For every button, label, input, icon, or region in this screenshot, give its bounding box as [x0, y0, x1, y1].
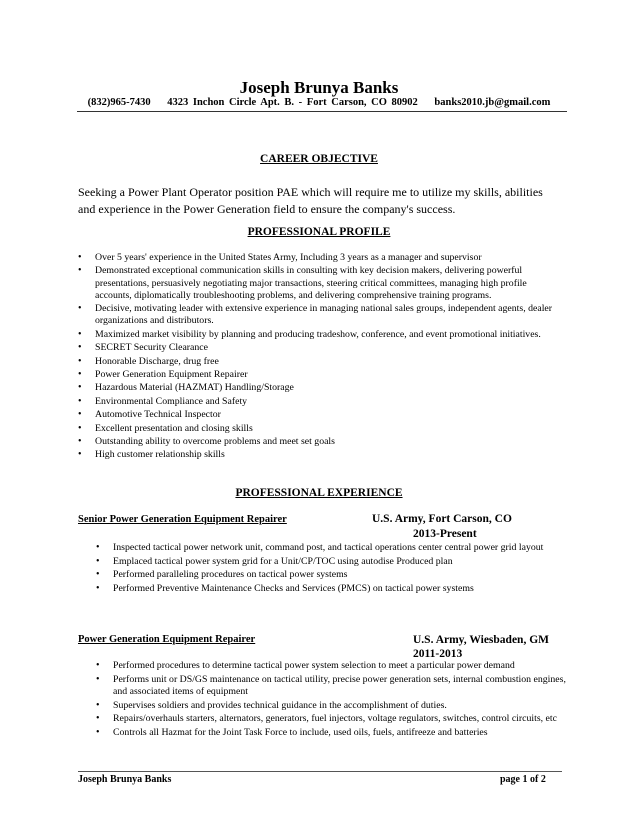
- job-duties-list: [96, 542, 566, 597]
- footer-divider: [78, 771, 562, 772]
- career-objective-heading: CAREER OBJECTIVE: [260, 153, 378, 165]
- list-item: • Over 5 years' experience in the United States Army, Including 3 years as a manager and supervisor: [78, 252, 558, 264]
- list-item: • Honorable Discharge, drug free: [78, 356, 558, 368]
- list-item: • Performs unit or DS/GS maintenance on tactical utility, precise power generation sets, internal combustion engines, and associated items of equipment: [96, 674, 566, 698]
- list-item: • Hazardous Material (HAZMAT) Handling/Storage: [78, 382, 558, 394]
- list-item: • SECRET Security Clearance: [78, 342, 558, 354]
- list-item: • Performed Preventive Maintenance Checks and Services (PMCS) on tactical power systems: [96, 583, 566, 595]
- list-item: • Automotive Technical Inspector: [78, 409, 558, 421]
- job-organization: U.S. Army, Wiesbaden, GM: [413, 634, 549, 646]
- list-item: • Supervises soldiers and provides technical guidance in the accomplishment of duties.: [96, 700, 566, 712]
- list-item: • Environmental Compliance and Safety: [78, 396, 558, 408]
- footer-name: Joseph Brunya Banks: [78, 774, 172, 785]
- candidate-name: Joseph Brunya Banks: [239, 78, 399, 97]
- list-item: • Demonstrated exceptional communication skills in consulting with key decision makers, delivering powerful presentations, persuasively negotiating major transactions, steering critical committees, managing high profile accounts, diplomatically troubleshooting problems, and delivering comprehensive training programs.: [78, 265, 558, 302]
- header-divider: [77, 111, 567, 112]
- list-item: • Power Generation Equipment Repairer: [78, 369, 558, 381]
- list-item: • High customer relationship skills: [78, 449, 558, 461]
- list-item: • Controls all Hazmat for the Joint Task Force to include, used oils, fuels, antifreeze and batteries: [96, 727, 566, 739]
- job-dates: 2013-Present: [413, 528, 477, 540]
- job-organization: U.S. Army, Fort Carson, CO: [372, 513, 512, 525]
- street-address: 4323 Inchon Circle Apt. B. - Fort Carson, CO 80902: [167, 97, 418, 108]
- professional-experience-heading: PROFESSIONAL EXPERIENCE: [235, 487, 403, 499]
- phone-number: (832)965-7430: [87, 97, 151, 108]
- list-item: • Inspected tactical power network unit, command post, and tactical operations center central power grid layout: [96, 542, 566, 554]
- list-item: • Performed paralleling procedures on tactical power systems: [96, 569, 566, 581]
- list-item: • Performed procedures to determine tactical power system selection to meet a particular power demand: [96, 660, 566, 672]
- contact-line: [0, 97, 638, 108]
- list-item: • Decisive, motivating leader with extensive experience in managing national sales groups, independent agents, dealer organizations and distributors.: [78, 303, 558, 327]
- list-item: • Maximized market visibility by planning and producing tradeshow, conference, and event promotional initiatives.: [78, 329, 558, 341]
- email-address: banks2010.jb@gmail.com: [434, 97, 551, 108]
- career-objective-text: Seeking a Power Plant Operator position PAE which will require me to utilize my skills, abilities and experience in the Power Generation field to ensure the company's success.: [78, 185, 543, 216]
- list-item: • Excellent presentation and closing skills: [78, 423, 558, 435]
- list-item: • Outstanding ability to overcome problems and meet set goals: [78, 436, 558, 448]
- job-title: Power Generation Equipment Repairer: [78, 634, 256, 645]
- job-title: Senior Power Generation Equipment Repairer: [78, 514, 287, 525]
- job-dates: 2011-2013: [413, 648, 463, 660]
- job-duties-list: [96, 660, 566, 741]
- professional-profile-heading: PROFESSIONAL PROFILE: [247, 226, 391, 238]
- list-item: • Repairs/overhauls starters, alternators, generators, fuel injectors, voltage regulators, switches, control circuits, etc: [96, 713, 566, 725]
- list-item: • Emplaced tactical power system grid for a Unit/CP/TOC using autodise Produced plan: [96, 556, 566, 568]
- profile-list: [78, 252, 558, 463]
- page-number: page 1 of 2: [500, 774, 546, 785]
